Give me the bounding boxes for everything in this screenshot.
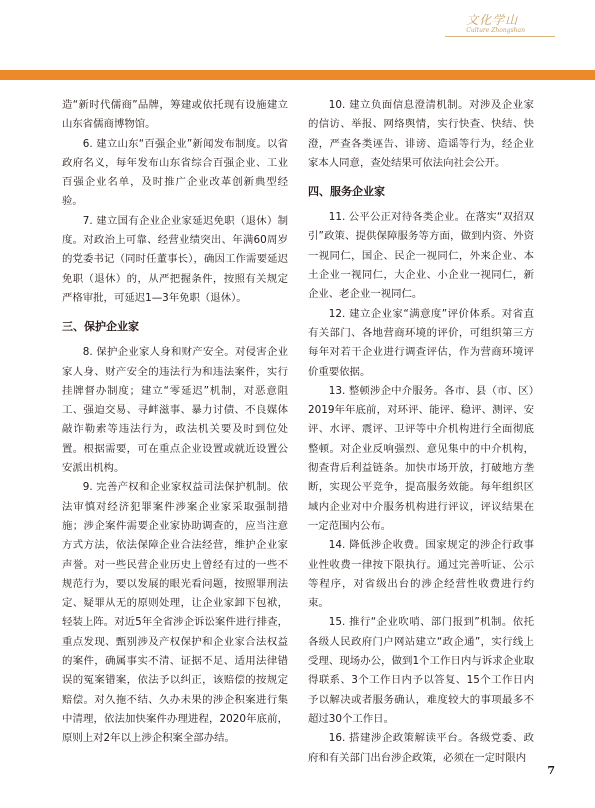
left-text-column — [62, 96, 288, 749]
paragraph: 15. 推行“企业吹哨、部门报到”机制。依托各级人民政府门户网站建立“政企通”，实行线上受理、现场办公，做到1个工作日内与诉求企业取得联系、3个工作日内予以答复、15个工作日内予以解决或者服务确认，难度较大的事项最多不超过30个工作日。 — [308, 616, 534, 725]
page-header — [0, 0, 595, 70]
logo-chinese-text: 文化学山 — [466, 13, 519, 27]
paragraph: 16. 搭建涉企政策解读平台。各级党委、政府和有关部门出台涉企政策，必须在一定时限内 — [308, 732, 534, 764]
magazine-logo — [466, 14, 525, 34]
paragraph: 13. 整顿涉企中介服务。各市、县（市、区）2019年年底前，对环评、能评、稳评、测评、安评、水评、震评、卫评等中介机构进行全面彻底整顿。对企业反响强烈、意见集中的中介机构，彻查背后利益链条。加快市场开放，打破地方垄断，实现公平竞争，提高服务效能。每年组织区域内企业对中介服务机构进行评议，评议结果在一定范围内公布。 — [308, 384, 534, 532]
paragraph: 7. 建立国有企业企业家延迟免职（退休）制度。对政治上可靠、经营业绩突出、年满60周岁的党委书记（同时任董事长），确因工作需要延迟免职（退休）的，从严把握条件，按照有关规定严格审批，可延迟1—3年免职（退休）。 — [62, 214, 288, 304]
paragraph: 14. 降低涉企收费。国家规定的涉企行政事业性收费一律按下限执行。通过完善听证、公示等程序，对省级出台的涉企经营性收费进行约束。 — [308, 539, 534, 610]
logo-english-text: Culture Zhongshan — [466, 27, 525, 34]
section-heading: 三、保护企业家 — [62, 320, 139, 334]
section-heading: 四、服务企业家 — [308, 185, 385, 199]
right-text-column — [308, 96, 534, 768]
page-number: 7 — [547, 764, 555, 777]
paragraph: 8. 保护企业家人身和财产安全。对侵害企业家人身、财产安全的违法行为和违法案件，实行挂牌督办制度；建立“零延迟”机制，对恶意阻工、强迫交易、寻衅滋事、暴力讨债、不良媒体敲诈勒索等违法行为，政法机关要及时到位处置。根据需要，可在重点企业设置或就近设置公安派出机构。 — [62, 346, 288, 475]
paragraph: 11. 公平公正对待各类企业。在落实“双招双引”政策、提供保障服务等方面，做到内资、外资一视同仁，国企、民企一视同仁，外来企业、本土企业一视同仁，大企业、小企业一视同仁，新企业、老企业一视同仁。 — [308, 211, 534, 301]
header-divider — [445, 36, 555, 37]
paragraph: 9. 完善产权和企业家权益司法保护机制。依法审慎对经济犯罪案件涉案企业家采取强制措施；涉企案件需要企业家协助调查的，应当注意方式方法，依法保障企业合法经营，维护企业家声誉。对一些民营企业历史上曾经有过的一些不规范行为，要以发展的眼光看问题，按照罪刑法定、疑罪从无的原则处理，让企业家卸下包袱，轻装上阵。对近5年全省涉企诉讼案件进行排查，重点发现、甄别涉及产权保护和企业家合法权益的案件，确属事实不清、证据不足、适用法律错误的冤案错案，依法予以纠正，该赔偿的按规定赔偿。对久拖不结、久办未果的涉企积案进行集中清理，依法加快案件办理进程，2020年底前，原则上对2年以上涉企积案全部办结。 — [62, 481, 288, 745]
paragraph: 6. 建立山东“百强企业”新闻发布制度。以省政府名义，每年发布山东省综合百强企业、工业百强企业名单，及时推广企业改革创新典型经验。 — [62, 137, 288, 208]
paragraph: 12. 建立企业家“满意度”评价体系。对省直有关部门、各地营商环境的评价，可组织第三方每年对若干企业进行调查评估，作为营商环境评价重要依据。 — [308, 307, 534, 378]
paragraph: 造“新时代儒商”品牌，筹建或依托现有设施建立山东省儒商博物馆。 — [62, 99, 288, 131]
orange-accent-bar — [0, 70, 595, 80]
paragraph: 10. 建立负面信息澄清机制。对涉及企业家的信访、举报、网络舆情，实行快查、快结、快澄，严查各类诬告、诽谤、造谣等行为，经企业家本人同意，查处结果可依法向社会公开。 — [308, 99, 534, 169]
